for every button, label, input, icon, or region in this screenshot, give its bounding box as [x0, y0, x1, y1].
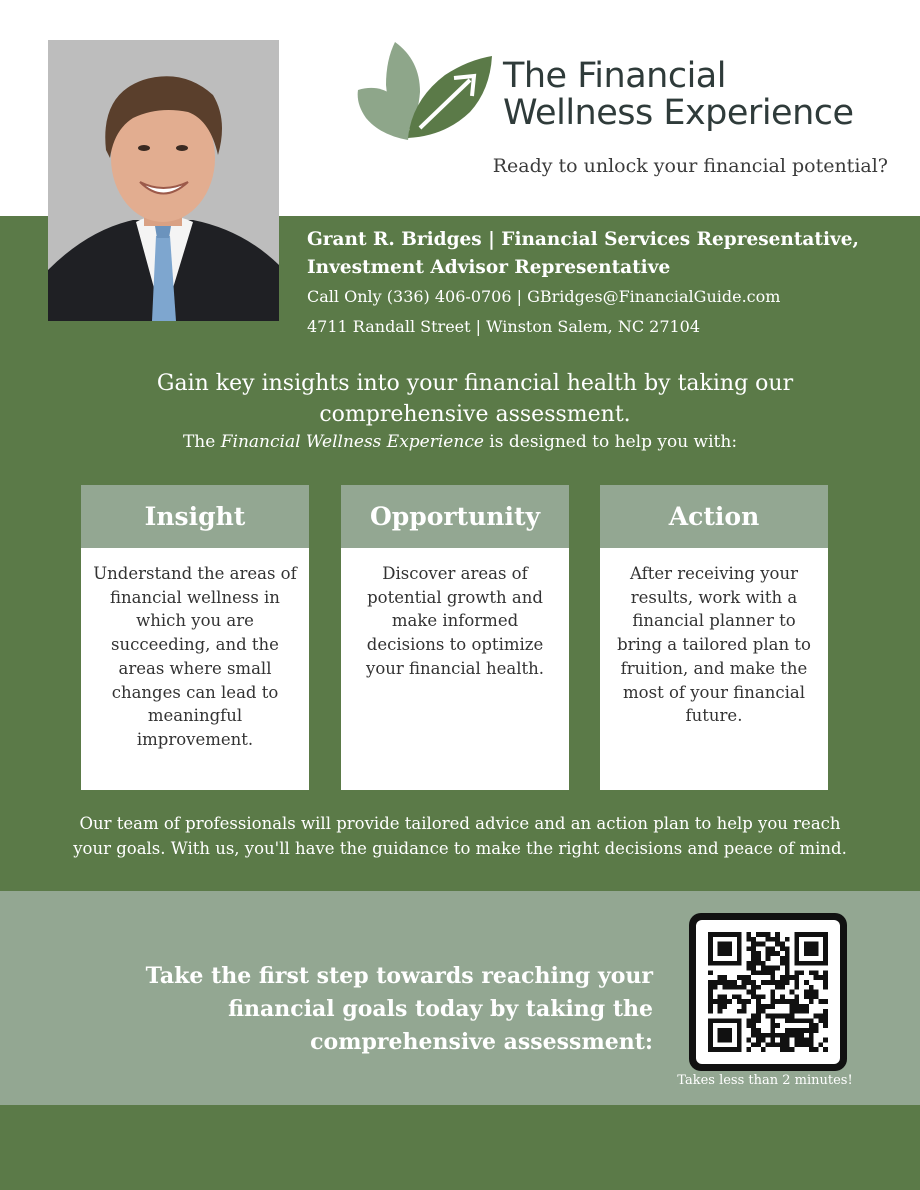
card-body: After receiving your results, work with a financial planner to bring a tailored plan to fruition, and make the most of your financial future. [617, 564, 811, 726]
contact-block [307, 226, 859, 342]
card-title: Insight [81, 485, 309, 548]
logo-wordmark [503, 58, 854, 132]
advisor-name-title-1: Grant R. Bridges | Financial Services Representative, [307, 229, 859, 250]
qr-code-icon [708, 932, 828, 1052]
bottom-band [0, 1105, 920, 1190]
advisor-photo [48, 40, 279, 321]
address: 4711 Randall Street | Winston Salem, NC 27104 [307, 317, 701, 336]
subline-prefix: The [182, 432, 221, 452]
call-to-action: Take the first step towards reaching your financial goals today by taking the comprehensive assessment: [145, 963, 653, 1055]
card-action [600, 485, 828, 790]
subline-italic: Financial Wellness Experience [220, 432, 484, 452]
logo-line-1: The Financial [503, 56, 726, 96]
headline: Gain key insights into your financial health by taking our comprehensive assessment. [156, 371, 794, 427]
subline-suffix: is designed to help you with: [483, 432, 738, 452]
qr-caption: Takes less than 2 minutes! [677, 1073, 853, 1088]
card-opportunity [341, 485, 569, 790]
advisor-name-title-2: Investment Advisor Representative [307, 257, 671, 278]
leaf-logo-icon [350, 30, 495, 145]
team-paragraph: Our team of professionals will provide tailored advice and an action plan to help you reach your goals. With us, you'll have the guidance to make the right decisions and peace of mind. [73, 814, 847, 858]
card-insight [81, 485, 309, 790]
card-body: Understand the areas of financial wellness in which you are succeeding, and the areas where small changes can lead to meaningful improvement. [93, 564, 297, 749]
qr-code-inner [696, 920, 840, 1064]
card-body: Discover areas of potential growth and make informed decisions to optimize your financial health. [366, 564, 544, 678]
qr-code[interactable] [689, 913, 847, 1071]
card-title: Action [600, 485, 828, 548]
phone-email[interactable]: Call Only (336) 406-0706 | GBridges@FinancialGuide.com [307, 287, 781, 306]
tagline: Ready to unlock your financial potential? [492, 155, 888, 177]
logo-line-2: Wellness Experience [503, 93, 854, 133]
subline [60, 430, 860, 454]
card-title: Opportunity [341, 485, 569, 548]
